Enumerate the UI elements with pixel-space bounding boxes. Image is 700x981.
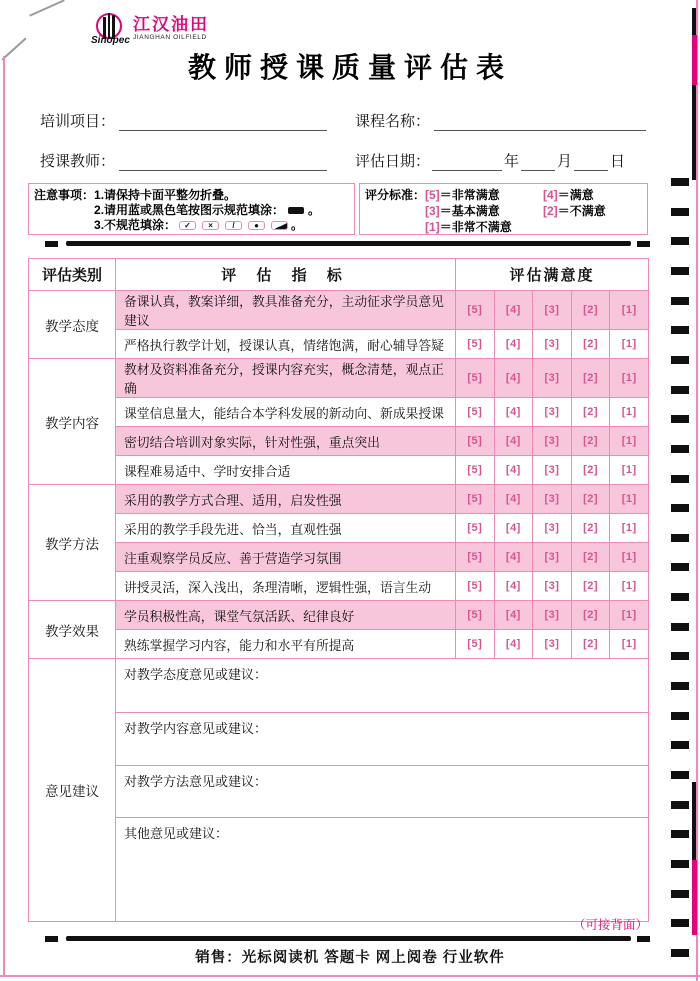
timing-mark	[671, 356, 689, 364]
training-project-input[interactable]	[119, 114, 327, 131]
edge-segment-black	[692, 8, 696, 35]
teacher-label: 授课教师：	[40, 153, 116, 170]
indicator-cell: 熟练掌握学习内容，能力和水平有所提高	[116, 630, 456, 659]
scoring-item: [5]＝非常满意	[425, 188, 500, 202]
table-row	[29, 601, 649, 630]
score-bubble[interactable]: [4]	[494, 398, 533, 427]
score-bubble[interactable]: [5]	[456, 291, 495, 330]
score-bubble[interactable]: [4]	[494, 572, 533, 601]
score-bubble[interactable]: [5]	[456, 543, 495, 572]
score-bubble[interactable]: [2]	[571, 601, 610, 630]
indicator-cell: 注重观察学员反应、善于营造学习氛围	[116, 543, 456, 572]
score-bubble[interactable]: [3]	[533, 543, 572, 572]
header-indicator: 评 估 指 标	[116, 259, 456, 291]
score-bubble[interactable]: [3]	[533, 514, 572, 543]
invalid-mark-half-filled-icon	[271, 221, 288, 230]
comment-cell[interactable]: 其他意见或建议：	[116, 818, 649, 922]
table-row	[29, 427, 649, 456]
indicator-cell: 备课认真，教案详细，教具准备充分，主动征求学员意见建议	[116, 291, 456, 330]
score-bubble[interactable]: [3]	[533, 427, 572, 456]
eval-table-body	[29, 291, 649, 922]
table-row	[29, 543, 649, 572]
table-row	[29, 291, 649, 330]
timing-mark	[671, 504, 689, 512]
score-bubble[interactable]: [5]	[456, 514, 495, 543]
table-row	[29, 330, 649, 359]
score-bubble[interactable]: [2]	[571, 456, 610, 485]
scoring-item: [2]＝不满意	[543, 204, 606, 218]
indicator-cell: 讲授灵活，深入浅出，条理清晰，逻辑性强，语言生动	[116, 572, 456, 601]
timing-mark	[671, 623, 689, 631]
score-bubble[interactable]: [5]	[456, 601, 495, 630]
eval-date-day-input[interactable]	[574, 154, 608, 171]
timing-mark	[671, 919, 689, 927]
score-bubble[interactable]: [1]	[610, 572, 649, 601]
table-header-row	[29, 259, 649, 291]
comment-cell[interactable]: 对教学内容意见或建议：	[116, 713, 649, 766]
timing-mark	[671, 801, 689, 809]
table-row	[29, 766, 649, 818]
sync-mark	[637, 936, 650, 942]
category-cell: 教学效果	[29, 601, 116, 659]
score-bubble[interactable]: [3]	[533, 630, 572, 659]
table-row	[29, 456, 649, 485]
invalid-mark-dot-icon: ●	[248, 221, 265, 230]
category-cell: 教学方法	[29, 485, 116, 601]
year-unit: 年	[504, 153, 520, 170]
scoring-standard-box	[359, 183, 648, 235]
score-bubble[interactable]: [2]	[571, 330, 610, 359]
invalid-mark-slash-icon: /	[225, 221, 242, 230]
score-bubble[interactable]: [1]	[610, 398, 649, 427]
timing-mark	[671, 237, 689, 245]
score-bubble[interactable]: [3]	[533, 572, 572, 601]
edge-segment-black	[692, 782, 696, 860]
timing-mark	[671, 297, 689, 305]
logo-name-cn: 江汉油田	[133, 15, 209, 34]
score-bubble[interactable]: [4]	[494, 601, 533, 630]
scoring-item: [4]＝满意	[543, 188, 594, 202]
right-edge-rule	[696, 0, 698, 981]
score-bubble[interactable]: [1]	[610, 601, 649, 630]
timing-mark	[671, 534, 689, 542]
score-bubble[interactable]: [1]	[610, 630, 649, 659]
score-bubble[interactable]: [4]	[494, 291, 533, 330]
sync-mark	[637, 241, 650, 247]
notice-label: 注意事项：	[34, 188, 95, 202]
back-note: （可接背面）	[572, 918, 648, 932]
score-bubble[interactable]: [3]	[533, 291, 572, 330]
score-bubble[interactable]: [5]	[456, 359, 495, 398]
table-row	[29, 630, 649, 659]
header-satisfaction: 评估满意度	[456, 259, 649, 291]
timing-mark	[671, 890, 689, 898]
notice-line-2: 2.请用蓝或黑色笔按图示规范填涂： 。	[94, 203, 321, 217]
score-bubble[interactable]: [2]	[571, 427, 610, 456]
score-bubble[interactable]: [5]	[456, 330, 495, 359]
day-unit: 日	[610, 153, 626, 170]
score-bubble[interactable]: [1]	[610, 330, 649, 359]
footer-sales-text: 销售：光标阅读机 答题卡 网上阅卷 行业软件	[195, 950, 505, 966]
indicator-cell: 采用的教学手段先进、恰当，直观性强	[116, 514, 456, 543]
invalid-mark-cross-icon: ×	[202, 221, 219, 230]
table-row	[29, 398, 649, 427]
score-bubble[interactable]: [1]	[610, 456, 649, 485]
logo-name-en: JIANGHAN OILFIELD	[133, 34, 207, 41]
table-row	[29, 818, 649, 922]
score-bubble[interactable]: [2]	[571, 572, 610, 601]
score-bubble[interactable]: [2]	[571, 514, 610, 543]
sync-bar	[66, 241, 631, 246]
comment-cell[interactable]: 对教学方法意见或建议：	[116, 766, 649, 818]
sync-mark	[45, 241, 58, 247]
timing-mark	[671, 178, 689, 186]
score-bubble[interactable]: [4]	[494, 456, 533, 485]
sinopec-logo-icon	[91, 13, 130, 49]
scoring-label: 评分标准：	[365, 188, 426, 202]
left-edge-rule	[3, 56, 5, 976]
score-bubble[interactable]: [5]	[456, 630, 495, 659]
score-bubble[interactable]: [4]	[494, 330, 533, 359]
invalid-mark-check-icon: ✓	[179, 221, 196, 230]
scoring-item: [1]＝非常不满意	[425, 220, 512, 234]
timing-mark	[671, 475, 689, 483]
month-unit: 月	[557, 153, 573, 170]
logo-brand-text: Sinopec	[91, 35, 130, 46]
table-row	[29, 659, 649, 713]
score-bubble[interactable]: [4]	[494, 427, 533, 456]
score-bubble[interactable]: [2]	[571, 398, 610, 427]
score-bubble[interactable]: [5]	[456, 456, 495, 485]
timing-mark	[671, 593, 689, 601]
indicator-cell: 课程难易适中、学时安排合适	[116, 456, 456, 485]
score-bubble[interactable]: [1]	[610, 514, 649, 543]
category-cell: 教学态度	[29, 291, 116, 359]
eval-date-year-input[interactable]	[432, 154, 502, 171]
timing-mark	[671, 830, 689, 838]
page-title: 教师授课质量评估表	[187, 52, 512, 83]
score-bubble[interactable]: [4]	[494, 630, 533, 659]
indicator-cell: 学员积极性高，课堂气氛活跃、纪律良好	[116, 601, 456, 630]
score-bubble[interactable]: [3]	[533, 330, 572, 359]
table-row	[29, 514, 649, 543]
teacher-input[interactable]	[119, 154, 327, 171]
score-bubble[interactable]: [2]	[571, 485, 610, 514]
table-row	[29, 359, 649, 398]
eval-date-month-input[interactable]	[521, 154, 555, 171]
edge-segment-magenta	[692, 860, 697, 935]
training-project-label: 培训项目：	[40, 113, 116, 130]
score-bubble[interactable]: [1]	[610, 485, 649, 514]
score-bubble[interactable]: [3]	[533, 485, 572, 514]
sync-mark	[45, 936, 58, 942]
invalid-marks	[176, 221, 291, 230]
score-bubble[interactable]: [4]	[494, 543, 533, 572]
jianghan-oilfield-logo	[93, 13, 209, 49]
timing-mark	[671, 741, 689, 749]
category-cell: 意见建议	[29, 659, 116, 922]
score-bubble[interactable]: [3]	[533, 456, 572, 485]
table-row	[29, 485, 649, 514]
scoring-item: [3]＝基本满意	[425, 204, 500, 218]
notice-box	[28, 183, 355, 235]
score-bubble[interactable]: [5]	[456, 398, 495, 427]
timing-mark	[671, 267, 689, 275]
evaluation-table	[28, 258, 649, 922]
timing-mark	[671, 386, 689, 394]
score-bubble[interactable]: [3]	[533, 398, 572, 427]
table-row	[29, 572, 649, 601]
indicator-cell: 密切结合培训对象实际，针对性强，重点突出	[116, 427, 456, 456]
score-bubble[interactable]: [4]	[494, 485, 533, 514]
score-bubble[interactable]: [3]	[533, 359, 572, 398]
score-bubble[interactable]: [5]	[456, 572, 495, 601]
score-bubble[interactable]: [2]	[571, 291, 610, 330]
edge-segment-black	[692, 85, 696, 180]
course-name-label: 课程名称：	[355, 113, 431, 130]
indicator-cell: 教材及资料准备充分，授课内容充实，概念清楚，观点正确	[116, 359, 456, 398]
score-bubble[interactable]: [1]	[610, 291, 649, 330]
score-bubble[interactable]: [5]	[456, 485, 495, 514]
indicator-cell: 严格执行教学计划，授课认真，情绪饱满，耐心辅导答疑	[116, 330, 456, 359]
score-bubble[interactable]: [4]	[494, 359, 533, 398]
score-bubble[interactable]: [2]	[571, 359, 610, 398]
score-bubble[interactable]: [4]	[494, 514, 533, 543]
eval-date-label: 评估日期：	[355, 153, 431, 170]
category-cell: 教学内容	[29, 359, 116, 485]
timing-mark	[671, 445, 689, 453]
score-bubble[interactable]: [1]	[610, 427, 649, 456]
timing-mark	[671, 415, 689, 423]
corner-cut-mark	[29, 0, 65, 17]
timing-mark	[671, 860, 689, 868]
timing-mark	[671, 712, 689, 720]
score-bubble[interactable]: [5]	[456, 427, 495, 456]
score-bubble[interactable]: [2]	[571, 543, 610, 572]
notice-line-1: 1.请保持卡面平整勿折叠。	[94, 188, 237, 202]
course-name-input[interactable]	[434, 114, 646, 131]
correct-fill-mark	[288, 207, 304, 214]
scoring-legend	[425, 188, 635, 235]
timing-mark	[671, 563, 689, 571]
timing-mark	[671, 682, 689, 690]
bottom-edge-rule	[0, 975, 700, 977]
header-category: 评估类别	[29, 259, 116, 291]
score-bubble[interactable]: [3]	[533, 601, 572, 630]
indicator-cell: 采用的教学方式合理、适用，启发性强	[116, 485, 456, 514]
table-row	[29, 713, 649, 766]
score-bubble[interactable]: [1]	[610, 359, 649, 398]
timing-mark	[671, 326, 689, 334]
notice-line-3: 3.不规范填涂： ✓ × / ● 。	[94, 218, 304, 232]
indicator-cell: 课堂信息量大，能结合本学科发展的新动向、新成果授课	[116, 398, 456, 427]
timing-mark	[671, 771, 689, 779]
score-bubble[interactable]: [2]	[571, 630, 610, 659]
timing-mark	[671, 652, 689, 660]
score-bubble[interactable]: [1]	[610, 543, 649, 572]
sync-bar	[66, 936, 631, 941]
comment-cell[interactable]: 对教学态度意见或建议：	[116, 659, 649, 713]
timing-mark	[671, 208, 689, 216]
